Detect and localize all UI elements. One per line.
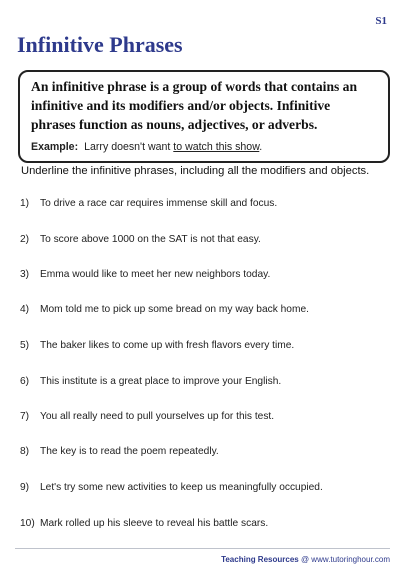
question-item[interactable] xyxy=(20,198,277,214)
example-text-before: Larry doesn't want xyxy=(84,141,174,153)
definition-text: An infinitive phrase is a group of words that contains an infinitive and its modifiers and/or objects. Infinitive phrases function as nouns, adjectives, or adverbs. xyxy=(31,79,358,132)
question-text[interactable]: Mark rolled up his sleeve to reveal his battle scars. xyxy=(40,518,269,529)
question-text[interactable]: Let's try some new activities to keep us meaningfully occupied. xyxy=(40,482,323,493)
question-text[interactable]: The key is to read the poem repeatedly. xyxy=(40,446,219,457)
question-item[interactable] xyxy=(20,376,281,392)
example-line xyxy=(31,141,377,153)
question-item[interactable] xyxy=(20,269,270,285)
footer-brand: Teaching Resources xyxy=(221,555,299,564)
page-title: Infinitive Phrases xyxy=(17,32,183,57)
question-item[interactable] xyxy=(20,304,309,320)
definition-box xyxy=(18,70,390,163)
question-text[interactable]: You all really need to pull yourselves up for this test. xyxy=(40,411,275,422)
question-text[interactable]: Emma would like to meet her new neighbors today. xyxy=(40,269,271,280)
question-number: 3) xyxy=(20,269,30,280)
question-number: 5) xyxy=(20,340,30,351)
question-number: 6) xyxy=(20,376,30,387)
question-item[interactable] xyxy=(20,518,268,534)
instructions: Underline the infinitive phrases, including all the modifiers and objects. xyxy=(21,165,370,177)
question-item[interactable] xyxy=(20,340,294,356)
question-text[interactable]: Mom told me to pick up some bread on my way back home. xyxy=(40,304,309,315)
question-item[interactable] xyxy=(20,411,274,427)
page-code: S1 xyxy=(375,15,387,27)
question-number: 8) xyxy=(20,446,30,457)
question-text[interactable]: To drive a race car requires immense skill and focus. xyxy=(40,198,278,209)
example-label: Example: xyxy=(31,141,79,153)
question-text[interactable]: The baker likes to come up with fresh flavors every time. xyxy=(40,340,295,351)
question-item[interactable] xyxy=(20,482,323,498)
question-item[interactable] xyxy=(20,234,261,250)
footer-site-link[interactable]: www.tutoringhour.com xyxy=(311,555,390,564)
footer xyxy=(15,548,390,564)
question-number: 10) xyxy=(20,518,35,529)
footer-at: @ xyxy=(298,555,312,564)
question-number: 1) xyxy=(20,198,30,209)
example-underlined-phrase: to watch this show xyxy=(173,141,260,153)
question-number: 9) xyxy=(20,482,30,493)
question-text[interactable]: This institute is a great place to improve your English. xyxy=(40,376,282,387)
question-item[interactable] xyxy=(20,446,219,462)
question-number: 2) xyxy=(20,234,30,245)
example-text-after: . xyxy=(259,141,263,153)
question-number: 4) xyxy=(20,304,30,315)
question-number: 7) xyxy=(20,411,30,422)
question-text[interactable]: To score above 1000 on the SAT is not that easy. xyxy=(40,234,261,245)
